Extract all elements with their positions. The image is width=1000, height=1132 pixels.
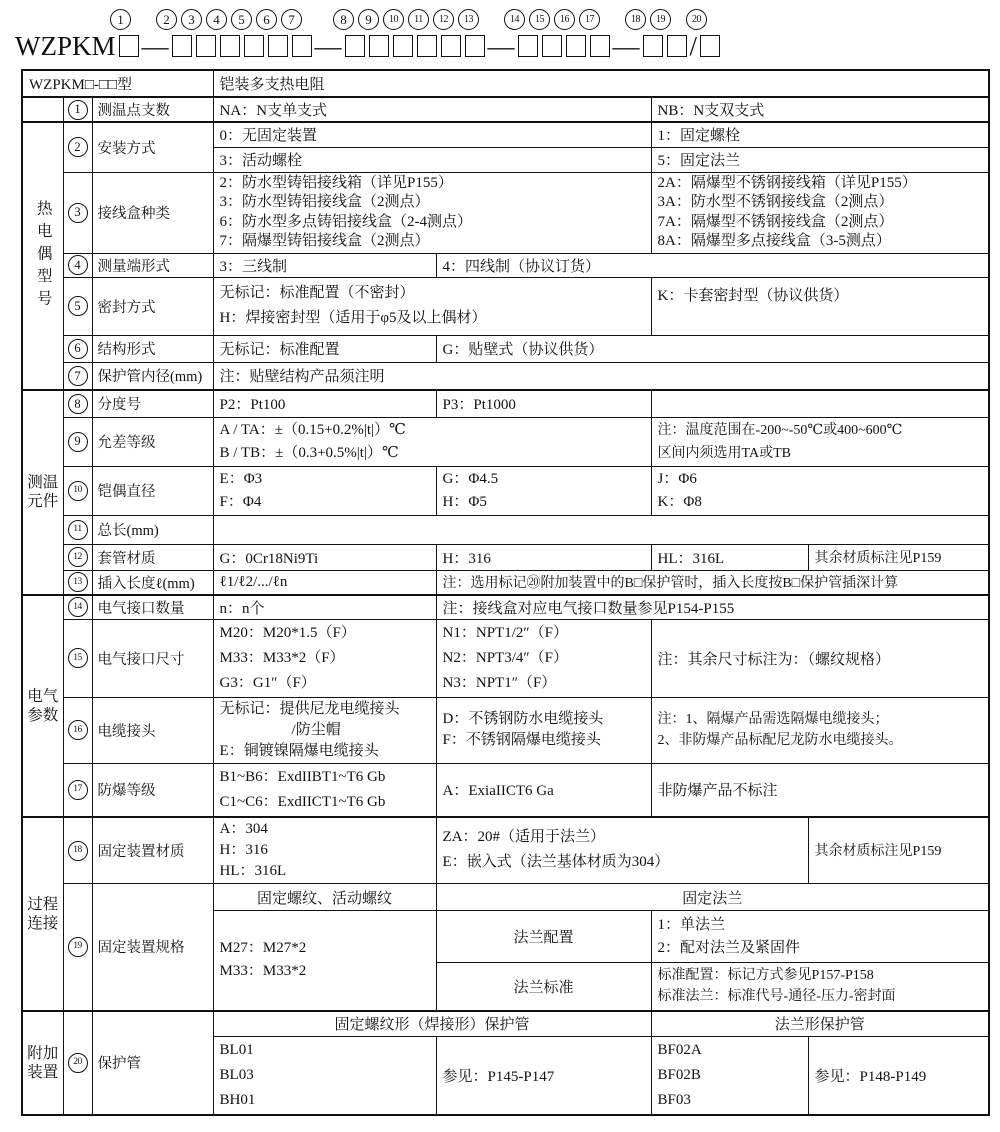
r19-flange-config-options [651,911,989,963]
ordinal-11: 11 [408,9,429,30]
text-line: E：Φ3 [219,470,263,487]
r9-note [651,417,989,466]
text-line: 3：防水型铸铝接线盒（2测点） [219,194,430,210]
r6-label: 结构形式 [92,335,213,362]
r1-label: 测温点支数 [92,97,213,122]
r16-ordinal: 16 [63,697,92,763]
text-line: N1：NPT1/2″（F） [442,624,568,641]
r16-label: 电缆接头 [92,697,213,763]
code-box-19 [667,35,687,57]
text-line: HL：316L [219,862,287,879]
ordinal-17: 17 [579,9,600,30]
r17-label: 防爆等级 [92,763,213,817]
r17-options-left [213,763,436,817]
r20-threaded-ref: 参见：P145-P147 [436,1037,651,1116]
ordinal-7: 7 [281,9,302,30]
text-line: C1~C6：ExdIICT1~T6 Gb [219,793,386,810]
text-line: BF02B [657,1067,701,1083]
group-electrical-parameters: 电气 参数 [22,595,63,817]
r17-note: 非防爆产品不标注 [651,763,989,817]
ordinal-5: 5 [231,9,252,30]
code-slash: / [689,31,698,61]
code-box-18 [643,35,663,57]
r1-option-left: NA：N支单支式 [213,97,651,122]
code-box-9 [369,35,389,57]
r13-label: 插入长度ℓ(mm) [92,570,213,595]
r12-option-hl: HL：316L [651,544,808,570]
r18-note: 其余材质标注见P159 [808,817,989,884]
ordinal-13: 13 [458,9,479,30]
r19-thread-options [213,911,436,1011]
ordinal-6: 6 [256,9,277,30]
r3-options-right [651,172,989,253]
code-box-2 [172,35,192,57]
text-line: 2、非防爆产品标配尼龙防水电缆接头。 [657,733,903,748]
r12-option-g: G：0Cr18Ni9Ti [213,544,436,570]
model-code-line [14,31,722,61]
text-line: A：304 [219,820,268,837]
r3-options-left [213,172,651,253]
r9-tolerances [213,417,651,466]
code-box-10 [393,35,413,57]
r11-empty-cell [213,515,989,544]
r15-options-npt [436,619,651,697]
r8-empty-cell [651,390,989,417]
r16-note [651,697,989,763]
code-dash: — [141,31,169,61]
r19-flange-config-label: 法兰配置 [436,911,651,963]
text-line: A / TA：±（0.15+0.2%|t|）℃ [219,421,406,438]
text-line: H：焊接密封型（适用于φ5及以上偶材） [219,310,487,326]
ordinal-19: 19 [650,9,671,30]
text-line: 8A：隔爆型多点接线盒（3-5测点） [657,233,891,249]
r20-header-threaded: 固定螺纹形（焊接形）保护管 [213,1011,651,1037]
r16-options-mid [436,697,651,763]
r19-header-flange: 固定法兰 [436,884,989,911]
r20-threaded-codes [213,1037,436,1116]
r20-label: 保护管 [92,1011,213,1116]
r2-ordinal: 2 [63,122,92,172]
code-box-8 [345,35,365,57]
r8-option-p2: P2：Pt100 [213,390,436,417]
ordinal-18: 18 [625,9,646,30]
r15-note: 注：其余尺寸标注为：（螺纹规格） [651,619,989,697]
r15-label: 电气接口尺寸 [92,619,213,697]
r2-option-1: 1：固定螺栓 [651,122,989,147]
r4-ordinal: 4 [63,253,92,277]
r18-options-mid [436,817,808,884]
r6-option-right: G：贴壁式（协议供货） [436,335,989,362]
r16-options-left [213,697,436,763]
r15-options-metric [213,619,436,697]
title-name-cell: 铠装多支热电阻 [213,70,989,97]
code-dash: — [487,31,515,61]
code-box-11 [417,35,437,57]
r2-option-0: 0：无固定装置 [213,122,651,147]
r2-option-3: 3：活动螺栓 [213,147,651,172]
ordinal-8: 8 [333,9,354,30]
r19-flange-standard-label: 法兰标准 [436,963,651,1011]
text-line: F：Φ4 [219,493,262,510]
r8-option-p3: P3：Pt1000 [436,390,651,417]
group-sensing-element: 测温 元件 [22,390,63,595]
code-box-3 [196,35,216,57]
ordinal-1: 1 [110,9,131,30]
text-line: G3：G1″（F） [219,674,316,691]
text-line: M27：M27*2 [219,940,307,957]
group-process-connection: 过程 连接 [22,817,63,1011]
spec-table [21,69,990,1116]
r4-label: 测量端形式 [92,253,213,277]
r19-label: 固定装置规格 [92,884,213,1011]
group-thermocouple-type: 热电偶型号 [22,122,63,390]
r5-label: 密封方式 [92,277,213,335]
code-box-5 [244,35,264,57]
text-line: E：嵌入式（法兰基体材质为304） [442,854,670,871]
text-line: 3A：防水型不锈钢接线盒（2测点） [657,194,894,210]
r7-note: 注：贴壁结构产品须注明 [213,362,989,390]
r19-ordinal: 19 [63,884,92,1011]
text-line: 标准配置：标记方式参见P157-P158 [657,968,874,984]
model-code-prefix: WZPKM [15,31,116,61]
r9-label: 允差等级 [92,417,213,466]
text-line: 2：配对法兰及紧固件 [657,939,801,956]
r7-ordinal: 7 [63,362,92,390]
text-line: BH01 [219,1092,256,1108]
r17-ordinal: 17 [63,763,92,817]
code-box-4 [220,35,240,57]
r20-ordinal: 20 [63,1011,92,1116]
r6-ordinal: 6 [63,335,92,362]
r10-options-b [436,466,651,515]
ordinal-4: 4 [206,9,227,30]
r1-ordinal: 1 [63,97,92,122]
text-line: BL03 [219,1067,254,1083]
ordinal-15: 15 [529,9,550,30]
text-line: 2：防水型铸铝接线箱（详见P155） [219,174,453,191]
r13-ordinal: 13 [63,570,92,595]
r11-ordinal: 11 [63,515,92,544]
code-dash: — [612,31,640,61]
code-dash: — [314,31,342,61]
text-line: H：Φ5 [442,493,487,510]
r11-label: 总长(mm) [92,515,213,544]
text-line: D：不锈钢防水电缆接头 [442,711,604,727]
text-line: J：Φ6 [657,470,697,487]
ordinal-10: 10 [383,9,404,30]
text-line: K：Φ8 [657,493,702,510]
ordinal-20: 20 [686,9,707,30]
r10-options-c [651,466,989,515]
r5-ordinal: 5 [63,277,92,335]
ordinal-16: 16 [554,9,575,30]
r14-value: n：n个 [213,595,436,620]
text-line: 标准法兰：标准代号-通径-压力-密封面 [657,989,896,1005]
text-line: BF03 [657,1092,691,1108]
text-line: H：316 [219,841,268,858]
r10-options-a [213,466,436,515]
group-additional-device: 附加 装置 [22,1011,63,1116]
r14-note: 注：接线盒对应电气接口数量参见P154-P155 [436,595,989,620]
r17-option-mid: A：ExiaIICT6 Ga [436,763,651,817]
text-line: N2：NPT3/4″（F） [442,649,568,666]
text-line: 7：隔爆型铸铝接线盒（2测点） [219,233,430,249]
r13-value: ℓ1/ℓ2/.../ℓn [213,570,436,595]
text-line: M20：M20*1.5（F） [219,624,356,641]
ordinal-9: 9 [358,9,379,30]
r12-note: 其余材质标注见P159 [808,544,989,570]
r20-flanged-ref: 参见：P148-P149 [808,1037,989,1116]
text-line: B1~B6：ExdIIBT1~T6 Gb [219,768,386,785]
r12-ordinal: 12 [63,544,92,570]
r10-label: 铠偶直径 [92,466,213,515]
r2-option-5: 5：固定法兰 [651,147,989,172]
code-box-17 [590,35,610,57]
code-box-15 [542,35,562,57]
ordinal-12: 12 [433,9,454,30]
text-line: 注：温度范围在-200~-50℃或400~600℃ [657,422,903,438]
text-line: G：Φ4.5 [442,470,499,487]
text-line: 无标记：提供尼龙电缆接头 [219,700,400,717]
r3-ordinal: 3 [63,172,92,253]
r14-ordinal: 14 [63,595,92,620]
r20-header-flanged: 法兰形保护管 [651,1011,989,1037]
text-line: 注：1、隔爆产品需选隔爆电缆接头； [657,712,889,727]
r2-label: 安装方式 [92,122,213,172]
text-line: N3：NPT1″（F） [442,674,557,691]
code-box-12 [441,35,461,57]
code-box-16 [566,35,586,57]
r14-label: 电气接口数量 [92,595,213,620]
r5-options-left [213,277,651,335]
r13-note: 注：选用标记⑳附加装置中的B□保护管时，插入长度按B□保护管插深计算 [436,570,989,595]
r8-label: 分度号 [92,390,213,417]
code-box-7 [292,35,312,57]
ordinal-numbers-row [0,9,1000,32]
text-line: B / TB：±（0.3+0.5%|t|）℃ [219,444,399,461]
ordinal-14: 14 [504,9,525,30]
text-line: BL01 [219,1042,254,1058]
title-model-cell: WZPKM□-□□型 [22,70,213,97]
code-box-6 [268,35,288,57]
text-line: /防尘帽 [291,721,341,738]
ordinal-3: 3 [181,9,202,30]
code-box-14 [518,35,538,57]
r12-option-h: H：316 [436,544,651,570]
r18-label: 固定装置材质 [92,817,213,884]
text-line: M33：M33*2（F） [219,649,345,666]
r3-label: 接线盒种类 [92,172,213,253]
r8-ordinal: 8 [63,390,92,417]
text-line: 2A：隔爆型不锈钢接线箱（详见P155） [657,174,917,191]
text-line: M33：M33*2 [219,963,307,980]
code-box-20 [700,35,720,57]
r19-header-thread: 固定螺纹、活动螺纹 [213,884,436,911]
r15-ordinal: 15 [63,619,92,697]
text-line: BF02A [657,1042,702,1058]
r4-option-left: 3：三线制 [213,253,436,277]
r6-option-left: 无标记：标准配置 [213,335,436,362]
text-line: 6：防水型多点铸铝接线盒（2-4测点） [219,213,473,230]
r12-label: 套管材质 [92,544,213,570]
r4-option-right: 4：四线制（协议订货） [436,253,989,277]
r18-options-left [213,817,436,884]
text-line: ZA：20#（适用于法兰） [442,829,606,846]
r20-flanged-codes [651,1037,808,1116]
r1-group-spacer [22,97,63,122]
text-line: 7A：隔爆型不锈钢接线盒（2测点） [657,213,894,230]
r7-label: 保护管内径(mm) [92,362,213,390]
text-line: E：铜镀镍隔爆电缆接头 [219,742,379,759]
text-line: 区间内须选用TA或TB [657,445,791,461]
ordinal-2: 2 [156,9,177,30]
r18-ordinal: 18 [63,817,92,884]
r9-ordinal: 9 [63,417,92,466]
r19-flange-standard-options [651,963,989,1011]
r1-option-right: NB：N支双支式 [651,97,989,122]
r5-option-right: K：卡套密封型（协议供货） [651,277,989,335]
text-line: 1：单法兰 [657,916,726,933]
text-line: F：不锈钢隔爆电缆接头 [442,732,601,748]
text-line: 无标记：标准配置（不密封） [219,285,415,301]
code-box-1 [119,35,139,57]
r10-ordinal: 10 [63,466,92,515]
code-box-13 [465,35,485,57]
